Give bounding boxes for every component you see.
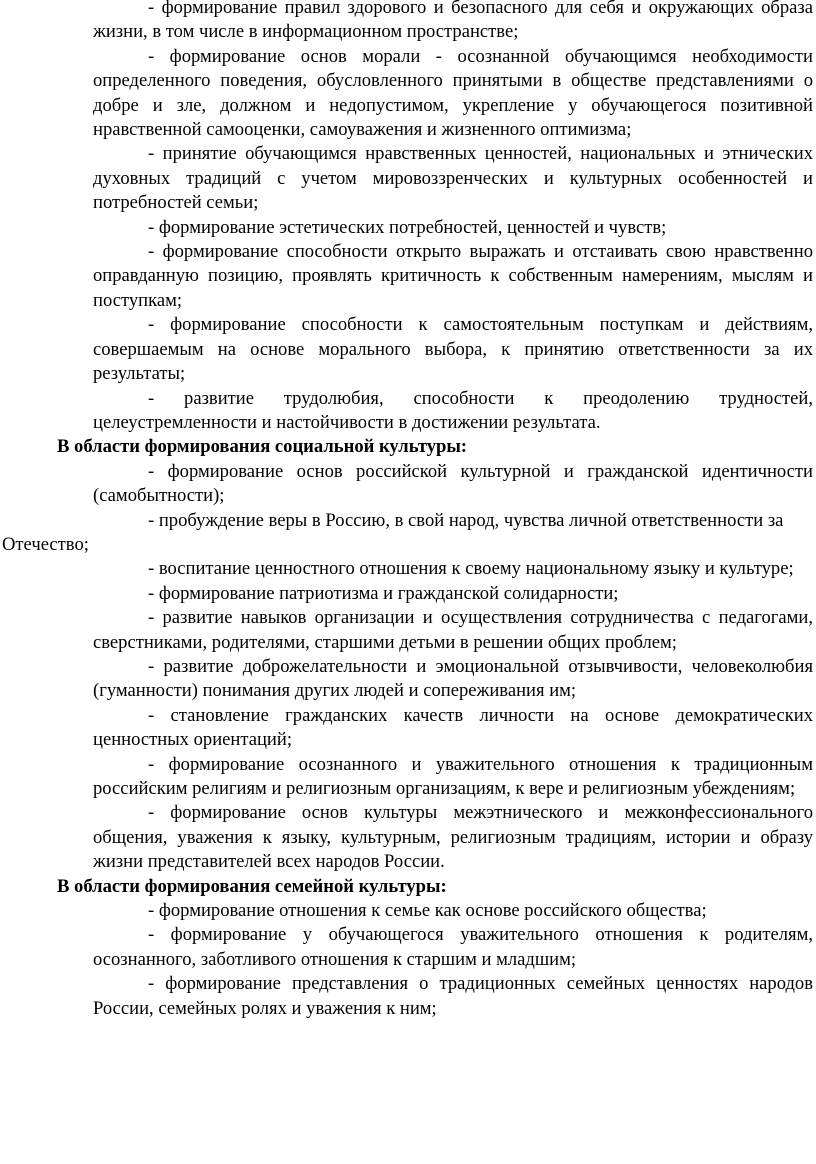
list-item: - формирование способности открыто выражать и отстаивать свою нравственно оправданную позицию, проявлять критичность к собственным намерениям, мыслям и поступкам; <box>93 241 813 311</box>
section-heading-family: В области формирования семейной культуры: <box>57 875 447 897</box>
section-heading-social: В области формирования социальной культуры: <box>57 436 468 458</box>
list-item: - формирование отношения к семье как основе российского общества; <box>148 900 707 922</box>
list-item: - воспитание ценностного отношения к своему национальному языку и культуре; <box>148 558 794 580</box>
list-item: - формирование основ морали - осознанной обучающимся необходимости определенного поведения, обусловленного принятыми в обществе представлениями о добре и зле, должном и недопустимом, укрепление у обучающегося позитивной нравственной самооценки, самоуважения и жизненного оптимизма; <box>93 45 813 141</box>
list-item: - развитие трудолюбия, способности к преодолению трудностей, целеустремленности и настойчивости в достижении результата. <box>93 387 813 433</box>
list-item: - становление гражданских качеств личности на основе демократических ценностных ориентаций; <box>93 704 813 751</box>
list-item: - формирование способности к самостоятельным поступкам и действиям, совершаемым на основе морального выбора, к принятию ответственности за их результаты; <box>93 314 813 385</box>
list-item: - развитие навыков организации и осуществления сотрудничества с педагогами, сверстниками, родителями, старшими детьми в решении общих проблем; <box>93 607 813 653</box>
list-item-continuation: Отечество; <box>2 533 89 555</box>
list-item: - пробуждение веры в Россию, в свой народ, чувства личной ответственности за <box>148 509 784 531</box>
list-item: - формирование основ культуры межэтнического и межконфессионального общения, уважения к языку, культурным, религиозным традициям, истории и образу жизни представителей всех народов России. <box>93 802 813 873</box>
list-item: - формирование осознанного и уважительного отношения к традиционным российским религиям и религиозным организациям, к вере и религиозным убеждениям; <box>93 753 813 799</box>
list-item: - формирование эстетических потребностей, ценностей и чувств; <box>148 216 667 238</box>
list-item: - формирование правил здорового и безопасного для себя и окружающих образа жизни, в том числе в информационном пространстве; <box>93 0 813 43</box>
list-item: - формирование патриотизма и гражданской солидарности; <box>148 582 619 604</box>
list-item: - формирование представления о традиционных семейных ценностях народов России, семейных ролях и уважения к ним; <box>93 973 813 1019</box>
list-item: - формирование у обучающегося уважительного отношения к родителям, осознанного, заботливого отношения к старшим и младшим; <box>93 924 813 970</box>
list-item: - принятие обучающимся нравственных ценностей, национальных и этнических духовных традиций с учетом мировоззренческих и культурных особенностей и потребностей семьи; <box>93 143 813 214</box>
list-item: - формирование основ российской культурной и гражданской идентичности (самобытности); <box>93 460 813 507</box>
list-item: - развитие доброжелательности и эмоциональной отзывчивости, человеколюбия (гуманности) понимания других людей и сопереживания им; <box>93 655 813 702</box>
